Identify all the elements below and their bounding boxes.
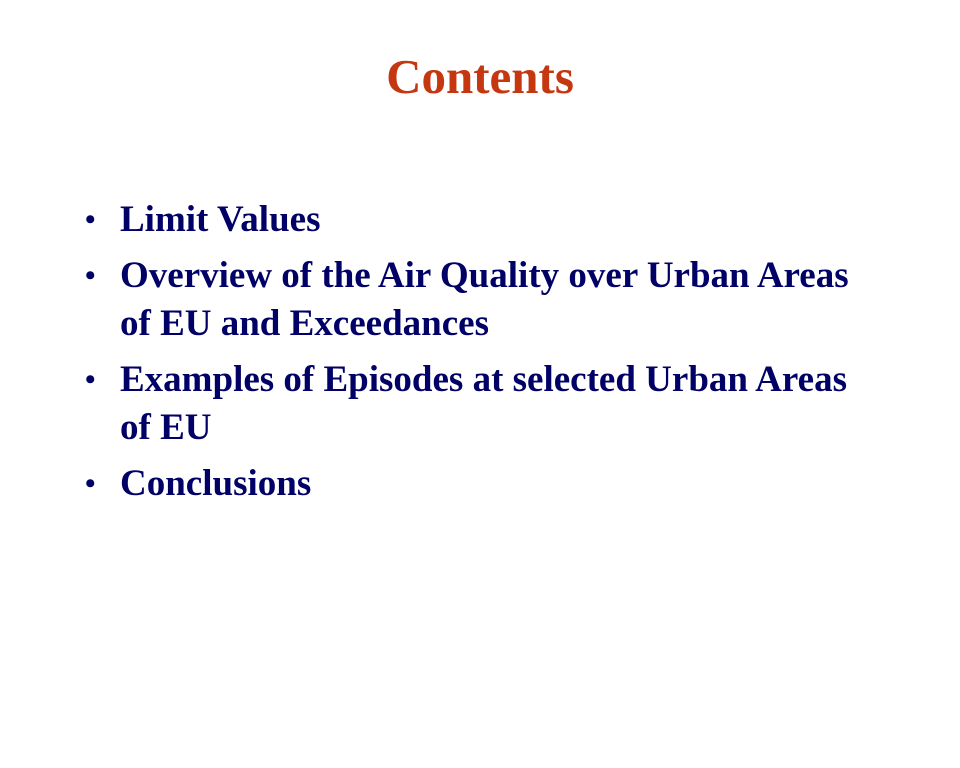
bullet-item — [85, 196, 875, 244]
bullet-dot-icon: • — [85, 203, 96, 236]
bullet-item — [85, 252, 875, 348]
bullet-text: Conclusions — [120, 463, 312, 504]
bullet-text: Overview of the Air Quality over Urban Areas of EU and Exceedances — [120, 255, 849, 344]
slide-title: Contents — [386, 49, 574, 104]
bullet-text: Limit Values — [120, 199, 321, 240]
bullet-item — [85, 356, 875, 452]
bullet-item — [85, 460, 875, 508]
bullet-dot-icon: • — [85, 259, 96, 292]
bullet-list — [85, 196, 875, 516]
bullet-dot-icon: • — [85, 363, 96, 396]
bullet-dot-icon: • — [85, 467, 96, 500]
bullet-text: Examples of Episodes at selected Urban Areas of EU — [120, 359, 847, 448]
